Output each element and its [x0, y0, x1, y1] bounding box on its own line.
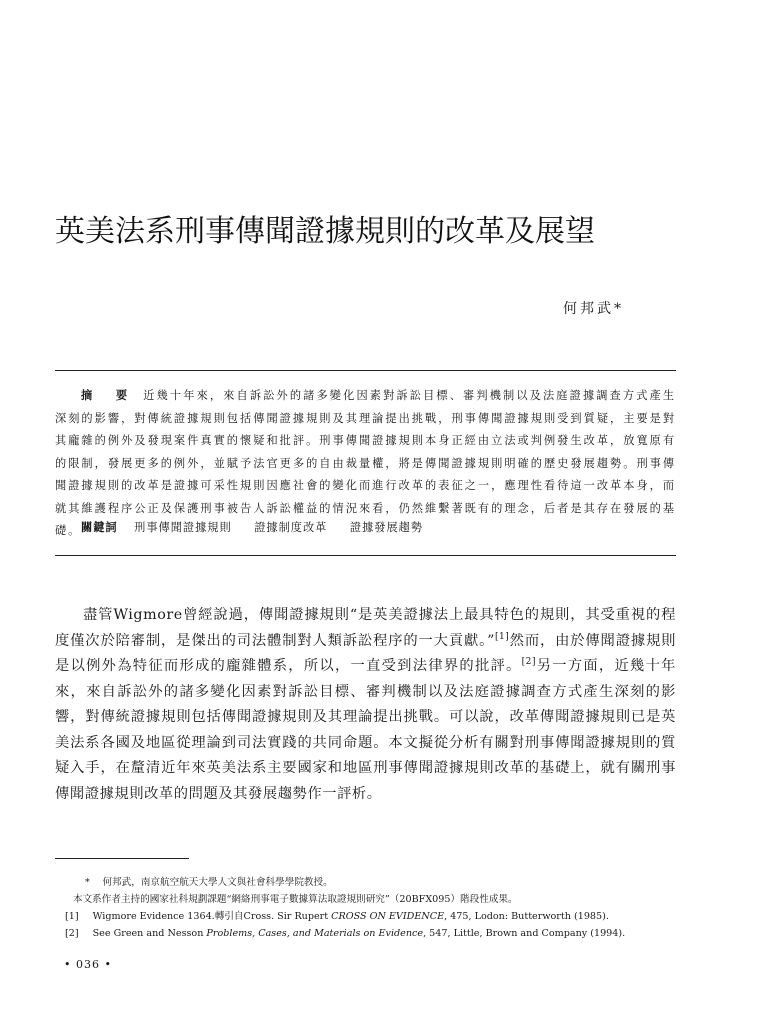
footnotes — [55, 874, 695, 942]
footnote-ref-2: [2] — [521, 657, 537, 668]
abstract-top-rule — [55, 370, 676, 371]
body-text-segment: 然而，由於傳聞證據規則是以例外為特征而形成的龐雜體系，所以，一直受到法律界的批評。 — [55, 632, 676, 674]
footnote-ref-1: [1] — [494, 631, 510, 642]
footnote-1-tail: , 475, Lodon: Butterworth (1985). — [444, 911, 609, 922]
keywords-block — [55, 519, 676, 535]
body-paragraph — [55, 603, 676, 807]
footnote-1-title: CROSS ON EVIDENCE — [331, 911, 445, 922]
footnote-1-text: Wigmore Evidence 1364.轉引自Cross. Sir Rupert — [92, 911, 332, 922]
keyword-item: 證據制度改革 — [254, 521, 328, 534]
article-title: 英美法系刑事傳聞證據規則的改革及展望 — [55, 214, 595, 249]
abstract-bottom-rule — [55, 555, 676, 556]
author-name: 何邦武* — [563, 301, 624, 317]
footnote-author-text: 何邦武，南京航空航天大學人文與社會科學學院教授。 — [102, 877, 333, 888]
keyword-item: 證據發展趨勢 — [349, 521, 424, 534]
footnote-2-tail: , 547, Little, Brown and Company (1994). — [423, 928, 626, 939]
page-number: • 036 • — [64, 958, 112, 971]
footnote-1 — [55, 908, 695, 925]
footnote-author — [55, 874, 695, 891]
footnote-1-mark: [1] — [65, 911, 79, 922]
footnote-rule — [55, 858, 189, 859]
abstract-text: 近幾十年來，來自訴訟外的諸多變化因素對訴訟目標、審判機制以及法庭證據調查方式產生深刻的影響，對傳統證據規則包括傳聞證據規則及其理論提出挑戰，刑事傳聞證據規則受到質疑，主要是對其龐雜的例外及發現案件真實的懷疑和批評。刑事傳聞證據規則本身正經由立法或判例發生改革，放寬原有的限制，發展更多的例外，並賦予法官更多的自由裁量權，將是傳聞證據規則明確的歷史發展趨勢。刑事傳聞證據規則的改革是證據可采性規則因應社會的變化而進行改革的表征之一，應理性看待這一改革本身，而就其維護程序公正及保護刑事被告人訴訟權益的情況來看，仍然維繫著既有的理念，后者是其存在發展的基礎。 — [55, 389, 676, 537]
footnote-project: 本文系作者主持的國家社科規劃課題“網絡刑事電子數據算法取證規則研究”（20BFX095）階段性成果。 — [73, 894, 518, 905]
footnote-star-mark: * — [85, 877, 90, 888]
footnote-2-mark: [2] — [65, 928, 79, 939]
footnote-2-text: See Green and Nesson — [92, 928, 207, 939]
keyword-item: 刑事傳聞證據規則 — [134, 521, 232, 534]
keywords-label: 關鍵詞 — [81, 520, 118, 534]
body-text — [55, 603, 676, 807]
body-text-segment: 盡管Wigmore曾經說過，傳聞證據規則“是英美證據法上最具特色的規則，其受重視的程度僅次於陪審制，是傑出的司法體制對人類訴訟程序的一大貢獻。” — [55, 607, 676, 649]
footnote-2 — [55, 925, 695, 942]
footnote-2-title: Problems, Cases, and Materials on Evidence — [206, 928, 424, 939]
body-text-segment: 另一方面，近幾十年來，來自訴訟外的諸多變化因素對訴訟目標、審判機制以及法庭證據調查方式產生深刻的影響，對傳統證據規則包括傳聞證據規則及其理論提出挑戰。可以說，改革傳聞證據規則已是英美法系各國及地區從理論到司法實踐的共同命題。本文擬從分析有關對刑事傳聞證據規則的質疑入手，在釐清近年來英美法系主要國家和地區刑事傳聞證據規則改革的基礎上，就有關刑事傳聞證據規則改革的問題及其發展趨勢作一評析。 — [55, 658, 676, 802]
abstract-label: 摘 要 — [81, 388, 134, 402]
